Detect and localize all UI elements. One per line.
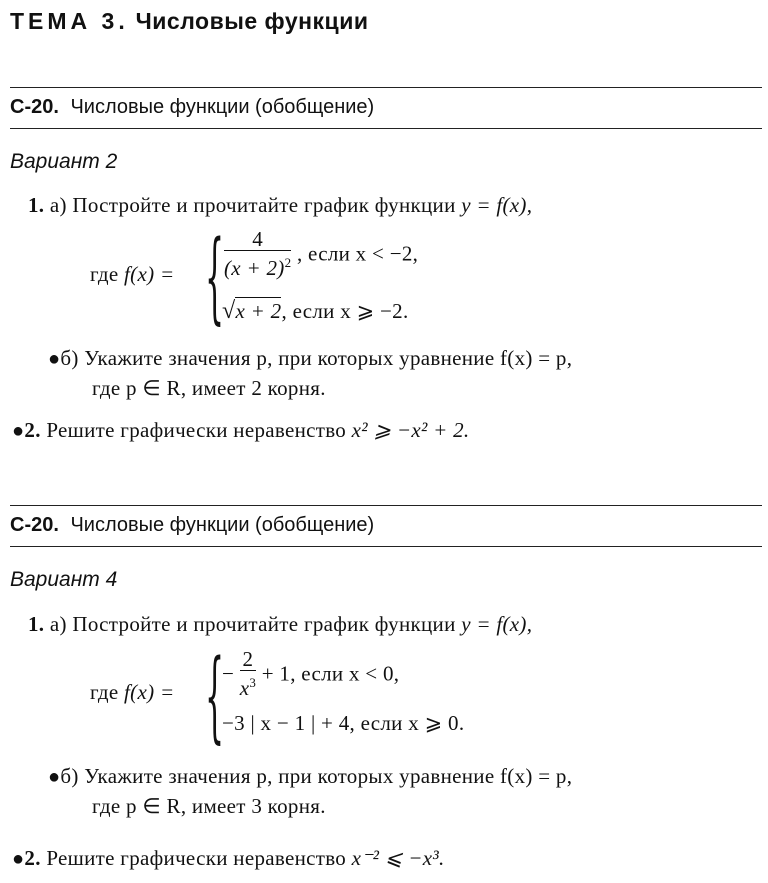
variant-label: Вариант 2 [10, 150, 118, 173]
variant-label: Вариант 4 [10, 568, 118, 591]
piecewise-case-2 [222, 298, 409, 325]
bullet-icon: ● [12, 848, 25, 870]
task-1-b [48, 764, 572, 789]
task-b-line-1: б) Укажите значения p, при которых уравнение f(x) = p, [60, 346, 573, 370]
task-b-line-2: где p ∈ R, имеет 3 корня. [92, 794, 326, 818]
piecewise-case-2 [222, 711, 464, 736]
task-2 [12, 418, 469, 443]
fraction [240, 648, 256, 700]
task-number: 1. [28, 193, 45, 217]
section-title: Числовые функции (обобщение) [70, 96, 375, 118]
fraction-denominator: $(x + 2)^2$ [224, 255, 292, 280]
fraction-numerator: 4 [224, 228, 291, 251]
fraction-denominator: $x^3$ [239, 675, 257, 700]
where-word: где [90, 680, 119, 704]
section-code: С-20. [10, 514, 59, 536]
task-text: Решите графически неравенство [46, 846, 347, 870]
task-number: 2. [24, 846, 41, 870]
task-b-line-2: где p ∈ R, имеет 2 корня. [92, 376, 326, 400]
fraction-numerator: 2 [240, 648, 256, 671]
case-condition: , если x < −2, [296, 241, 419, 266]
bullet-icon: ● [48, 348, 61, 370]
task-text: а) Постройте и прочитайте график функции [49, 193, 456, 217]
task-1-a [28, 193, 532, 218]
task-function: y = f(x), [461, 193, 533, 217]
topic-title: Числовые функции [135, 8, 369, 34]
task-1-b [48, 346, 572, 371]
where-word: где [90, 262, 119, 286]
section-heading [10, 514, 374, 537]
case-condition: , если x ⩾ −2. [281, 299, 409, 323]
topic-heading [10, 8, 368, 35]
fx-eq: f(x) = [124, 262, 175, 286]
task-text: Решите графически неравенство [46, 418, 347, 442]
section-heading [10, 96, 374, 119]
task-1-a [28, 612, 532, 637]
fx-eq: f(x) = [124, 680, 175, 704]
bullet-icon: ● [48, 766, 61, 788]
task-2 [12, 846, 445, 871]
case-condition: + 1, если x < 0, [261, 661, 400, 686]
sqrt-sign: √ [222, 298, 236, 324]
topic-label: ТЕМА 3. [10, 8, 129, 34]
section-title: Числовые функции (обобщение) [70, 514, 375, 536]
piecewise-case-1 [224, 228, 418, 280]
piecewise-lhs [90, 680, 174, 705]
piecewise-case-1 [222, 648, 399, 700]
piecewise-lhs [90, 262, 174, 287]
section-underline [10, 128, 762, 129]
task-text: а) Постройте и прочитайте график функции [49, 612, 456, 636]
section-divider [10, 505, 762, 506]
section-divider [10, 87, 762, 88]
minus-sign: − [222, 661, 235, 686]
bullet-icon: ● [12, 420, 25, 442]
section-underline [10, 546, 762, 547]
fraction [224, 228, 291, 280]
task-expression: x⁻² ⩽ −x³. [351, 846, 445, 870]
left-brace: { [205, 641, 225, 757]
section-code: С-20. [10, 96, 59, 118]
task-function: y = f(x), [461, 612, 533, 636]
left-brace: { [205, 222, 225, 338]
case-expression: −3 | x − 1 | + 4, если x ⩾ 0. [222, 711, 465, 735]
task-expression: x² ⩾ −x² + 2. [351, 418, 470, 442]
task-number: 1. [28, 612, 45, 636]
task-number: 2. [24, 418, 41, 442]
sqrt-radicand: x + 2 [235, 299, 282, 323]
task-b-line-1: б) Укажите значения p, при которых уравнение f(x) = p, [60, 764, 573, 788]
